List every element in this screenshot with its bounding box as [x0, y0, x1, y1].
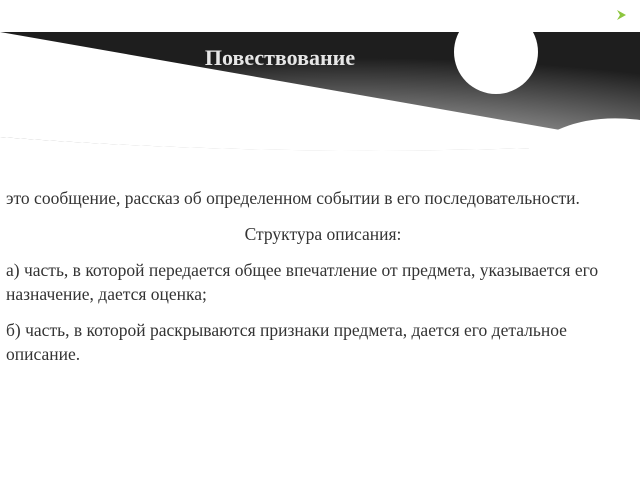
body-text — [6, 186, 606, 378]
definition-paragraph: это сообщение, рассказ об определенном событии в его последовательности. — [6, 188, 580, 208]
structure-heading: Структура описания: — [244, 224, 402, 244]
slide-title: Повествование — [204, 45, 356, 70]
part-a-paragraph: а) часть, в которой передается общее впечатление от предмета, указывается его назначение, дается оценка; — [6, 260, 599, 304]
part-b-paragraph: б) часть, в которой раскрываются признаки предмета, дается его детальное описание. — [6, 320, 567, 364]
triangle-arrow-icon — [614, 8, 628, 22]
